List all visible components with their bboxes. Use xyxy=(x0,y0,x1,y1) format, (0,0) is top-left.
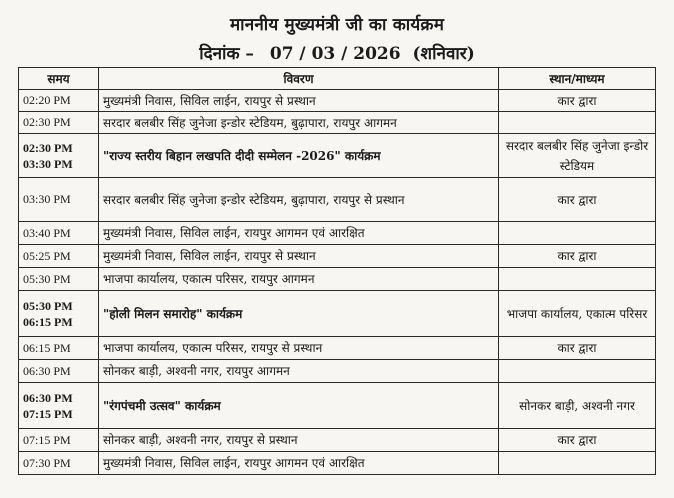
schedule-place: कार द्वारा xyxy=(499,429,656,452)
schedule-details: "राज्य स्तरीय बिहान लखपति दीदी सम्मेलन -2026" कार्यक्रम xyxy=(99,134,499,178)
start-time: 02:30 PM xyxy=(23,115,71,129)
schedule-place: कार द्वारा xyxy=(499,337,656,360)
schedule-time xyxy=(19,429,99,452)
schedule-place xyxy=(499,452,656,475)
start-time: 02:30 PM xyxy=(23,140,73,155)
schedule-place xyxy=(499,268,656,291)
schedule-details: सरदार बलबीर सिंह जुनेजा इन्डोर स्टेडियम, बुढ़ापारा, रायपुर से प्रस्थान xyxy=(99,178,499,222)
schedule-details: सरदार बलबीर सिंह जुनेजा इन्डोर स्टेडियम, बुढ़ापारा, रायपुर आगमन xyxy=(99,112,499,134)
end-time: 06:15 PM xyxy=(23,314,73,329)
schedule-place xyxy=(499,112,656,134)
schedule-place xyxy=(499,360,656,383)
table-row xyxy=(19,268,656,291)
schedule-details: सोनकर बाड़ी, अश्वनी नगर, रायपुर से प्रस्थान xyxy=(99,429,499,452)
start-time: 02:20 PM xyxy=(23,93,71,107)
document-date-line xyxy=(0,41,674,64)
table-row xyxy=(19,452,656,475)
table-row xyxy=(19,178,656,222)
schedule-time xyxy=(19,383,99,429)
schedule-time xyxy=(19,291,99,337)
schedule-time xyxy=(19,134,99,178)
table-row xyxy=(19,134,656,178)
column-header-time: समय xyxy=(19,68,99,90)
schedule-place: कार द्वारा xyxy=(499,245,656,268)
table-row xyxy=(19,112,656,134)
start-time: 06:15 PM xyxy=(23,340,71,355)
start-time: 05:25 PM xyxy=(23,248,71,263)
schedule-place: भाजपा कार्यालय, एकात्म परिसर xyxy=(499,291,656,337)
schedule-place xyxy=(499,222,656,245)
table-row xyxy=(19,383,656,429)
schedule-time xyxy=(19,222,99,245)
table-row xyxy=(19,245,656,268)
schedule-place: कार द्वारा xyxy=(499,178,656,222)
start-time: 06:30 PM xyxy=(23,390,73,405)
start-time: 06:30 PM xyxy=(23,363,71,378)
start-time: 03:40 PM xyxy=(23,225,71,240)
schedule-time xyxy=(19,452,99,475)
schedule-details: भाजपा कार्यालय, एकात्म परिसर, रायपुर से प्रस्थान xyxy=(99,337,499,360)
date-label: दिनांक – xyxy=(199,44,254,64)
end-time: 07:15 PM xyxy=(23,406,73,421)
cropped-header-strip xyxy=(0,0,674,8)
schedule-time xyxy=(19,90,99,112)
schedule-time xyxy=(19,337,99,360)
table-row xyxy=(19,360,656,383)
schedule-details: भाजपा कार्यालय, एकात्म परिसर, रायपुर आगमन xyxy=(99,268,499,291)
schedule-details: "रंगपंचमी उत्सव" कार्यक्रम xyxy=(99,383,499,429)
column-header-details: विवरण xyxy=(99,68,499,90)
schedule-table xyxy=(18,67,656,475)
schedule-time xyxy=(19,112,99,134)
schedule-time xyxy=(19,245,99,268)
date-day: (शनिवार) xyxy=(412,44,475,64)
schedule-time xyxy=(19,268,99,291)
start-time: 05:30 PM xyxy=(23,271,71,286)
schedule-time xyxy=(19,360,99,383)
table-row xyxy=(19,291,656,337)
end-time: 03:30 PM xyxy=(23,156,73,171)
table-row xyxy=(19,222,656,245)
date-value: 07 / 03 / 2026 xyxy=(269,44,401,64)
schedule-time xyxy=(19,178,99,222)
schedule-place: सोनकर बाड़ी, अश्वनी नगर xyxy=(499,383,656,429)
table-header-row xyxy=(19,68,656,90)
schedule-details: सोनकर बाड़ी, अश्वनी नगर, रायपुर आगमन xyxy=(99,360,499,383)
table-row xyxy=(19,429,656,452)
schedule-details: मुख्यमंत्री निवास, सिविल लाईन, रायपुर आगमन एवं आरक्षित xyxy=(99,222,499,245)
schedule-details: मुख्यमंत्री निवास, सिविल लाईन, रायपुर से प्रस्थान xyxy=(99,90,499,112)
start-time: 07:15 PM xyxy=(23,432,71,447)
schedule-details: "होली मिलन समारोह" कार्यक्रम xyxy=(99,291,499,337)
schedule-place: कार द्वारा xyxy=(499,90,656,112)
start-time: 07:30 PM xyxy=(23,455,71,470)
table-row xyxy=(19,90,656,112)
start-time: 05:30 PM xyxy=(23,298,73,313)
start-time: 03:30 PM xyxy=(23,192,71,206)
table-row xyxy=(19,337,656,360)
schedule-details: मुख्यमंत्री निवास, सिविल लाईन, रायपुर आगमन एवं आरक्षित xyxy=(99,452,499,475)
schedule-place: सरदार बलबीर सिंह जुनेजा इन्डोर स्टेडियम xyxy=(499,134,656,178)
schedule-details: मुख्यमंत्री निवास, सिविल लाईन, रायपुर से प्रस्थान xyxy=(99,245,499,268)
document-title: माननीय मुख्यमंत्री जी का कार्यक्रम xyxy=(229,15,445,35)
column-header-place: स्थान/माध्यम xyxy=(499,68,656,90)
